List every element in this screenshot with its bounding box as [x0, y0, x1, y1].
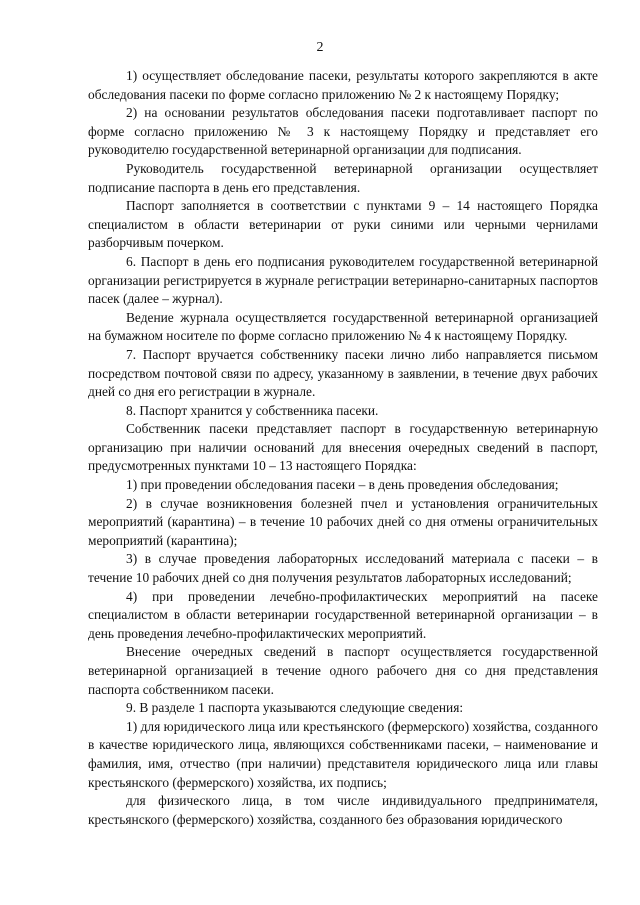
paragraph-4: Паспорт заполняется в соответствии с пунктами 9 – 14 настоящего Порядка специалистом в области ветеринарии от руки синими или черными чернилами разборчивым почерком.	[88, 198, 598, 251]
document-body	[88, 67, 598, 829]
paragraph-14: Внесение очередных сведений в паспорт осуществляется государственной ветеринарной организацией в течение одного рабочего дня со дня представления паспорта собственником пасеки.	[88, 644, 598, 697]
paragraph-11: 2) в случае возникновения болезней пчел и установления ограничительных мероприятий (карантина) – в течение 10 рабочих дней со дня отмены ограничительных мероприятий (карантина);	[88, 495, 598, 548]
paragraph-1: 1) осуществляет обследование пасеки, результаты которого закрепляются в акте обследования пасеки по форме согласно приложению № 2 к настоящему Порядку;	[88, 68, 598, 102]
page-number: 2	[316, 40, 324, 55]
paragraph-5: 6. Паспорт в день его подписания руководителем государственной ветеринарной организации регистрируется в журнале регистрации ветеринарно-санитарных паспортов пасек (далее – журнал).	[88, 253, 598, 307]
paragraph-7: 7. Паспорт вручается собственнику пасеки лично либо направляется письмом посредством почтовой связи по адресу, указанному в заявлении, в течение двух рабочих дней со дня его регистрации в журнале.	[88, 346, 598, 400]
paragraph-2: 2) на основании результатов обследования пасеки подготавливает паспорт по форме согласно приложению № 3 к настоящему Порядку и представляет его руководителю государственной ветеринарной организации для подписания.	[88, 105, 598, 158]
paragraph-12: 3) в случае проведения лабораторных исследований материала с пасеки – в течение 10 рабочих дней со дня получения результатов лабораторных исследований;	[88, 551, 598, 586]
paragraph-6: Ведение журнала осуществляется государственной ветеринарной организацией на бумажном носителе по форме согласно приложению № 4 к настоящему Порядку.	[88, 309, 598, 344]
paragraph-16: 1) для юридического лица или крестьянского (фермерского) хозяйства, созданного в качестве юридического лица, являющихся собственниками пасеки, – наименование и фамилия, имя, отчество (при наличии) представителя юридического лица или главы крестьянского (фермерского) хозяйства, их подпись;	[88, 718, 598, 790]
paragraph-9: Собственник пасеки представляет паспорт в государственную ветеринарную организацию при наличии оснований для внесения очередных сведений в паспорт, предусмотренных пунктами 10 – 13 настоящего Порядка:	[88, 421, 598, 474]
paragraph-10: 1) при проведении обследования пасеки – в день проведения обследования;	[126, 477, 559, 493]
paragraph-8: 8. Паспорт хранится у собственника пасеки.	[126, 402, 379, 418]
paragraph-15: 9. В разделе 1 паспорта указываются следующие сведения:	[126, 700, 464, 716]
paragraph-13: 4) при проведении лечебно-профилактических мероприятий на пасеке специалистом в области ветеринарии государственной ветеринарной организации – в день проведения лечебно-профилактических мероприятий.	[88, 588, 598, 641]
paragraph-17: для физического лица, в том числе индивидуального предпринимателя, крестьянского (фермерского) хозяйства, созданного без образования юридического	[88, 793, 598, 827]
paragraph-3: Руководитель государственной ветеринарной организации осуществляет подписание паспорта в день его представления.	[88, 160, 598, 195]
